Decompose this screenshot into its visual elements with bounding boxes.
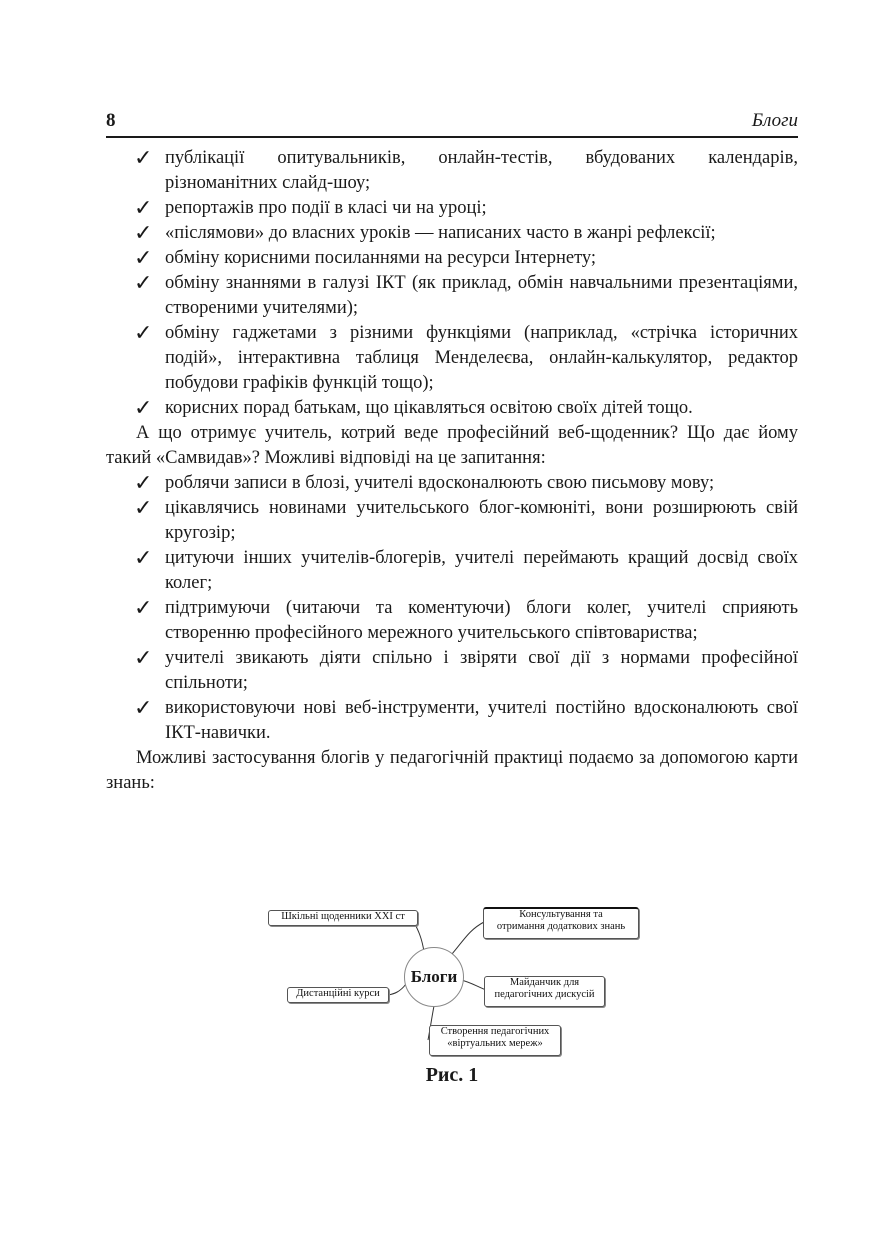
figure-caption: Рис. 1: [425, 1064, 479, 1086]
mindmap-node-distance-courses: [287, 987, 389, 1003]
mindmap-node-discussion-platform: [484, 976, 605, 1007]
node-label: Дистанційні курси: [296, 988, 380, 999]
list-item-text: учителі звикають діяти спільно і звіряти свої дії з нормами професійної спільноти;: [165, 648, 798, 693]
checkmark-icon: ✓: [134, 546, 153, 571]
list-item: [106, 696, 798, 746]
mindmap-node-virtual-networks: [429, 1025, 561, 1056]
list-item: [106, 596, 798, 646]
connector-school: [414, 922, 424, 952]
paragraph-question: А що отримує учитель, котрий веде професійний веб-щоденник? Що дає йому такий «Самвидав»? Можливі відповіді на це запитання:: [106, 423, 798, 468]
connector-distance: [388, 984, 406, 995]
mindmap-node-consulting: [483, 907, 639, 939]
list-item-text: «післямови» до власних уроків — написаних часто в жанрі рефлексії;: [165, 223, 716, 243]
list-item-text: репортажів про події в класі чи на уроці;: [165, 198, 487, 218]
connector-consult: [452, 922, 484, 954]
node-label-line1: Створення педагогічних: [440, 1026, 550, 1037]
page-number: 8: [106, 110, 116, 131]
center-label: Блоги: [410, 967, 458, 986]
list-item: [106, 646, 798, 696]
bullet-list-blog-uses: [106, 146, 798, 421]
list-item: [106, 146, 798, 196]
list-item-text: цитуючи інших учителів-блогерів, учителі переймають кращий досвід своїх колег;: [165, 548, 798, 593]
list-item-text: публікації опитувальників, онлайн-тестів, вбудованих календарів, різноманітних слайд-шоу;: [165, 148, 798, 193]
checkmark-icon: ✓: [134, 196, 153, 221]
list-item: [106, 196, 798, 221]
list-item-text: обміну гаджетами з різними функціями (наприклад, «стрічка історичних подій», інтерактивна таблиця Менделеєва, онлайн-калькулятор, редактор побудови графіків функцій тощо);: [165, 323, 798, 393]
bullet-list-teacher-benefits: [106, 471, 798, 746]
paragraph-mindmap-intro: Можливі застосування блогів у педагогічній практиці подаємо за допомогою карти знань:: [106, 748, 798, 793]
node-label-line1: Майданчик для: [509, 977, 580, 988]
mindmap-center-node: [404, 947, 464, 1007]
list-item: [106, 471, 798, 496]
list-item: [106, 396, 798, 421]
checkmark-icon: ✓: [134, 471, 153, 496]
page-header: [106, 108, 798, 138]
list-item-text: підтримуючи (читаючи та коментуючи) блоги колег, учителі сприяють створенню професійного мережного учительського співтовариства;: [165, 598, 798, 643]
node-label-line2: отримання додаткових знань: [496, 921, 626, 932]
list-item: [106, 546, 798, 596]
checkmark-icon: ✓: [134, 321, 153, 346]
node-label: Шкільні щоденники XXI ст: [281, 911, 405, 922]
checkmark-icon: ✓: [134, 146, 153, 171]
list-item-text: роблячи записи в блозі, учителі вдосконалюють свою письмову мову;: [165, 473, 715, 493]
list-item: [106, 271, 798, 321]
checkmark-icon: ✓: [134, 221, 153, 246]
list-item-text: цікавлячись новинами учительського блог-комюніті, вони розширюють свій кругозір;: [165, 498, 798, 543]
list-item-text: обміну корисними посиланнями на ресурси Інтернету;: [165, 248, 597, 268]
list-item: [106, 496, 798, 546]
list-item-text: обміну знаннями в галузі ІКТ (як приклад, обмін навчальними презентаціями, створеними учителями);: [165, 273, 798, 318]
checkmark-icon: ✓: [134, 246, 153, 271]
list-item-text: корисних порад батькам, що цікавляться освітою своїх дітей тощо.: [165, 398, 693, 418]
checkmark-icon: ✓: [134, 696, 153, 721]
list-item: [106, 221, 798, 246]
body-text: [106, 146, 798, 796]
mindmap-node-school-diaries: [268, 910, 418, 926]
list-item-text: використовуючи нові веб-інструменти, учителі постійно вдосконалюють свої ІКТ-навички.: [165, 698, 798, 743]
node-label-line1: Консультування та: [519, 909, 603, 920]
checkmark-icon: ✓: [134, 496, 153, 521]
running-title: Блоги: [751, 110, 798, 131]
node-label-line2: педагогічних дискусій: [494, 989, 595, 1000]
list-item: [106, 321, 798, 396]
list-item: [106, 246, 798, 271]
node-label-line2: «віртуальних мереж»: [447, 1038, 543, 1049]
connector-platform: [461, 980, 486, 990]
mindmap-figure: [264, 900, 644, 1062]
checkmark-icon: ✓: [134, 271, 153, 296]
checkmark-icon: ✓: [134, 596, 153, 621]
checkmark-icon: ✓: [134, 646, 153, 671]
checkmark-icon: ✓: [134, 396, 153, 421]
